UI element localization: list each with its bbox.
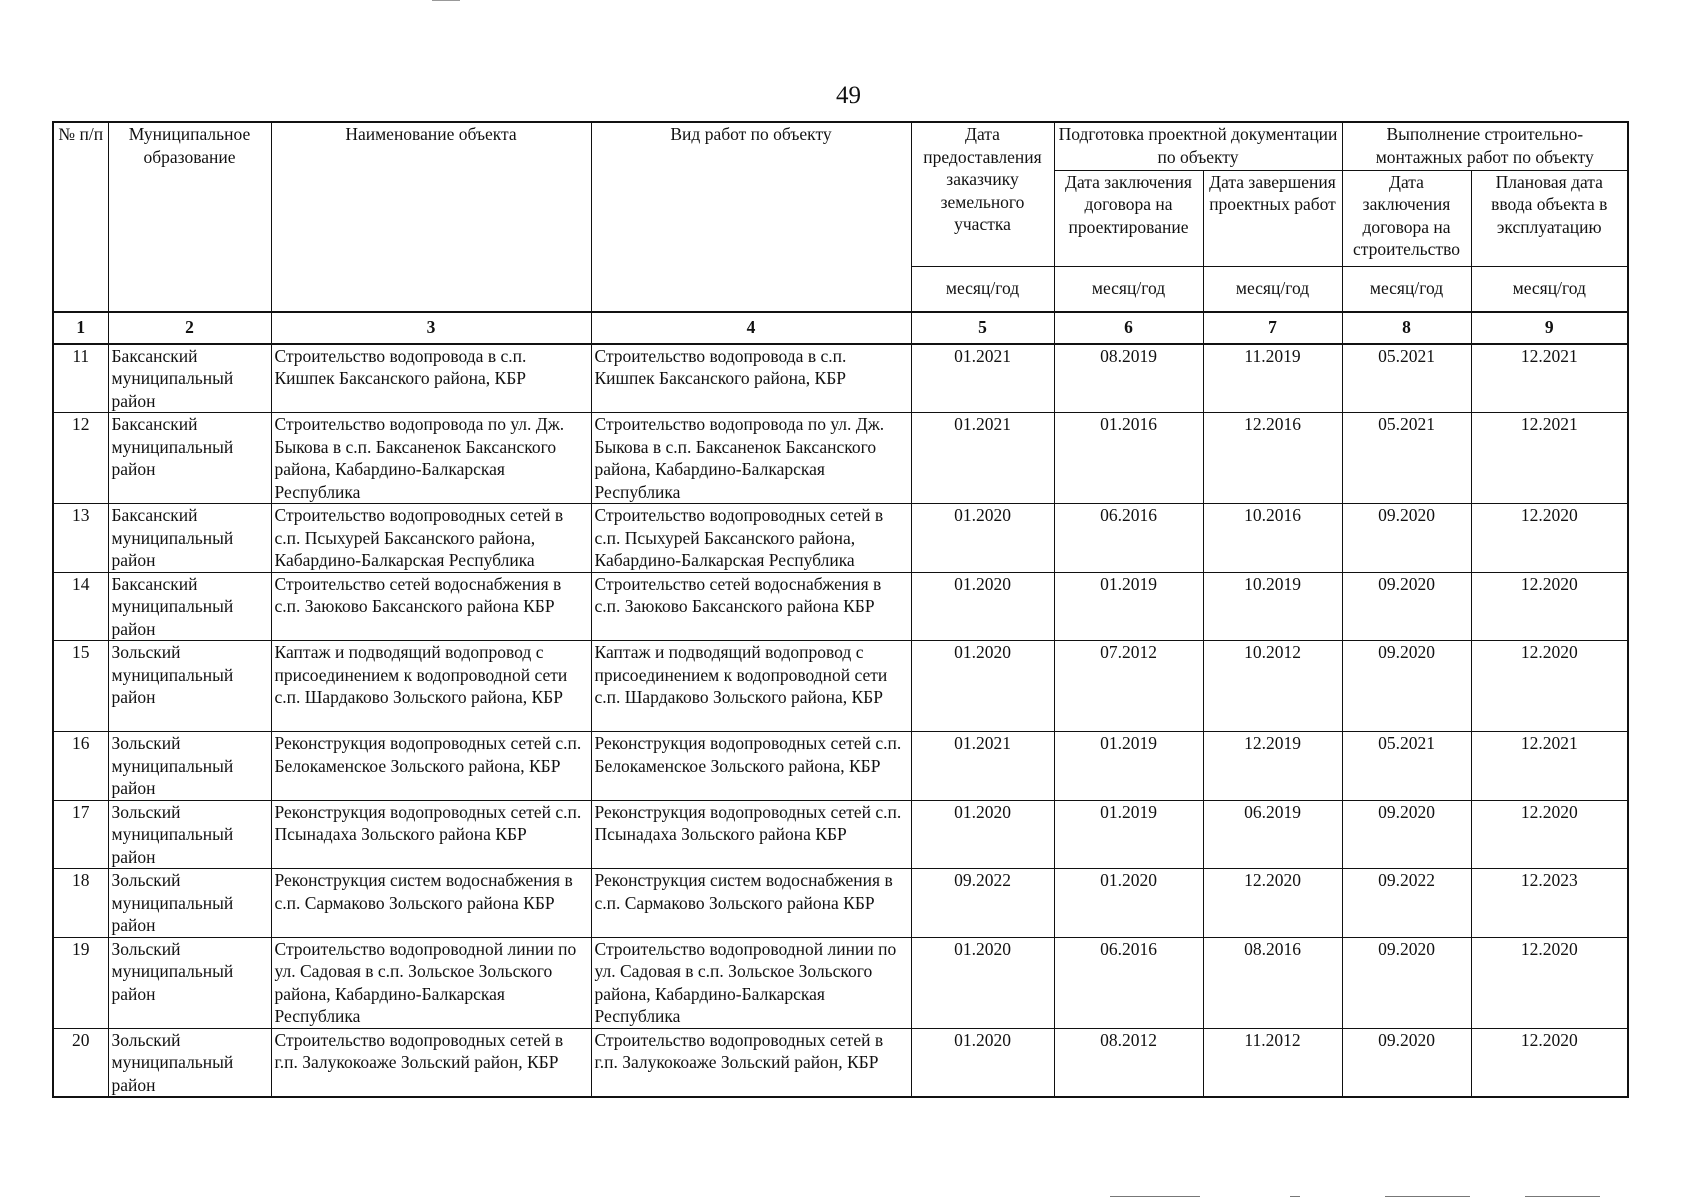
design-contract-date-cell: 01.2020: [1054, 869, 1203, 938]
construction-contract-date-cell: 05.2021: [1342, 344, 1471, 413]
row-number: 13: [53, 504, 108, 573]
design-contract-date-cell: 01.2019: [1054, 732, 1203, 801]
construction-contract-date-cell: 09.2020: [1342, 641, 1471, 732]
land-date-cell: 01.2020: [911, 937, 1054, 1028]
design-completion-date-cell: 12.2020: [1203, 869, 1342, 938]
design-contract-date-cell: 01.2019: [1054, 572, 1203, 641]
row-number: 18: [53, 869, 108, 938]
design-contract-date-cell: 06.2016: [1054, 504, 1203, 573]
object-name-cell: Строительство водопровода по ул. Дж. Быкова в с.п. Баксаненок Баксанского района, Кабардино-Балкарская Республика: [271, 413, 591, 504]
column-number: 7: [1203, 312, 1342, 344]
work-type-cell: Строительство водопроводных сетей в с.п. Псыхурей Баксанского района, Кабардино-Балкарская Республика: [591, 504, 911, 573]
design-completion-date-cell: 12.2019: [1203, 732, 1342, 801]
object-name-cell: Реконструкция водопроводных сетей с.п. Белокаменское Зольского района, КБР: [271, 732, 591, 801]
row-number: 19: [53, 937, 108, 1028]
table-row: [53, 344, 1628, 413]
object-name-cell: Строительство водопроводных сетей в с.п. Псыхурей Баксанского района, Кабардино-Балкарская Республика: [271, 504, 591, 573]
column-number: 8: [1342, 312, 1471, 344]
land-date-cell: 01.2021: [911, 732, 1054, 801]
table-row: [53, 869, 1628, 938]
commissioning-date-cell: 12.2021: [1471, 732, 1628, 801]
row-number: 12: [53, 413, 108, 504]
design-completion-date-cell: 11.2012: [1203, 1028, 1342, 1097]
table-row: [53, 1028, 1628, 1097]
object-name-cell: Реконструкция водопроводных сетей с.п. Псынадаха Зольского района КБР: [271, 800, 591, 869]
municipality-cell: Баксанский муниципальный район: [108, 344, 271, 413]
header-construction-contract: Дата заключения договора на строительство: [1342, 170, 1471, 266]
table-row: [53, 413, 1628, 504]
construction-contract-date-cell: 09.2020: [1342, 937, 1471, 1028]
column-number: 4: [591, 312, 911, 344]
design-completion-date-cell: 12.2016: [1203, 413, 1342, 504]
table-row: [53, 937, 1628, 1028]
land-date-cell: 01.2020: [911, 504, 1054, 573]
commissioning-date-cell: 12.2020: [1471, 1028, 1628, 1097]
construction-contract-date-cell: 09.2020: [1342, 572, 1471, 641]
table-row: [53, 732, 1628, 801]
scan-artifact-line: [432, 0, 460, 1]
header-design-completion: Дата завершения проектных работ: [1203, 170, 1342, 266]
header-commissioning: Плановая дата ввода объекта в эксплуатацию: [1471, 170, 1628, 266]
design-contract-date-cell: 08.2019: [1054, 344, 1203, 413]
object-name-cell: Строительство водопроводной линии по ул. Садовая в с.п. Зольское Зольского района, Кабардино-Балкарская Республика: [271, 937, 591, 1028]
construction-contract-date-cell: 09.2022: [1342, 869, 1471, 938]
construction-contract-date-cell: 09.2020: [1342, 504, 1471, 573]
municipality-cell: Зольский муниципальный район: [108, 800, 271, 869]
design-completion-date-cell: 06.2019: [1203, 800, 1342, 869]
work-type-cell: Реконструкция водопроводных сетей с.п. Белокаменское Зольского района, КБР: [591, 732, 911, 801]
header-municipality: Муниципальное образование: [108, 122, 271, 312]
design-contract-date-cell: 07.2012: [1054, 641, 1203, 732]
design-completion-date-cell: 10.2012: [1203, 641, 1342, 732]
column-number: 5: [911, 312, 1054, 344]
land-date-cell: 01.2020: [911, 641, 1054, 732]
work-type-cell: Строительство водопровода в с.п. Кишпек Баксанского района, КБР: [591, 344, 911, 413]
work-type-cell: Строительство водопроводных сетей в г.п. Залукокоаже Зольский район, КБР: [591, 1028, 911, 1097]
unit-label: месяц/год: [1471, 266, 1628, 312]
design-contract-date-cell: 01.2016: [1054, 413, 1203, 504]
table-row: [53, 504, 1628, 573]
table-row: [53, 641, 1628, 732]
design-completion-date-cell: 10.2019: [1203, 572, 1342, 641]
column-number: 3: [271, 312, 591, 344]
construction-contract-date-cell: 09.2020: [1342, 1028, 1471, 1097]
land-date-cell: 01.2021: [911, 344, 1054, 413]
table-body: [53, 344, 1628, 1098]
construction-contract-date-cell: 05.2021: [1342, 413, 1471, 504]
commissioning-date-cell: 12.2020: [1471, 641, 1628, 732]
row-number: 20: [53, 1028, 108, 1097]
design-completion-date-cell: 10.2016: [1203, 504, 1342, 573]
commissioning-date-cell: 12.2023: [1471, 869, 1628, 938]
row-number: 14: [53, 572, 108, 641]
objects-table: [52, 121, 1629, 1098]
commissioning-date-cell: 12.2020: [1471, 800, 1628, 869]
header-work-type: Вид работ по объекту: [591, 122, 911, 312]
commissioning-date-cell: 12.2020: [1471, 504, 1628, 573]
header-num: № п/п: [53, 122, 108, 312]
header-design-group: Подготовка проектной документации по объекту: [1054, 122, 1342, 170]
row-number: 11: [53, 344, 108, 413]
land-date-cell: 01.2020: [911, 1028, 1054, 1097]
land-date-cell: 09.2022: [911, 869, 1054, 938]
scan-artifact-lines: [0, 1196, 1697, 1200]
table-row: [53, 800, 1628, 869]
work-type-cell: Строительство водопроводной линии по ул. Садовая в с.п. Зольское Зольского района, Кабардино-Балкарская Республика: [591, 937, 911, 1028]
table-row: [53, 572, 1628, 641]
design-contract-date-cell: 01.2019: [1054, 800, 1203, 869]
unit-label: месяц/год: [911, 266, 1054, 312]
work-type-cell: Реконструкция систем водоснабжения в с.п. Сармаково Зольского района КБР: [591, 869, 911, 938]
work-type-cell: Реконструкция водопроводных сетей с.п. Псынадаха Зольского района КБР: [591, 800, 911, 869]
construction-contract-date-cell: 09.2020: [1342, 800, 1471, 869]
municipality-cell: Зольский муниципальный район: [108, 732, 271, 801]
design-contract-date-cell: 08.2012: [1054, 1028, 1203, 1097]
design-contract-date-cell: 06.2016: [1054, 937, 1203, 1028]
municipality-cell: Баксанский муниципальный район: [108, 504, 271, 573]
unit-label: месяц/год: [1203, 266, 1342, 312]
work-type-cell: Строительство сетей водоснабжения в с.п. Заюково Баксанского района КБР: [591, 572, 911, 641]
column-number: 6: [1054, 312, 1203, 344]
row-number: 17: [53, 800, 108, 869]
object-name-cell: Строительство водопровода в с.п. Кишпек Баксанского района, КБР: [271, 344, 591, 413]
column-number-row: [53, 312, 1628, 344]
design-completion-date-cell: 11.2019: [1203, 344, 1342, 413]
land-date-cell: 01.2020: [911, 800, 1054, 869]
work-type-cell: Строительство водопровода по ул. Дж. Быкова в с.п. Баксаненок Баксанского района, Кабардино-Балкарская Республика: [591, 413, 911, 504]
object-name-cell: Каптаж и подводящий водопровод с присоединением к водопроводной сети с.п. Шардаково Зольского района, КБР: [271, 641, 591, 732]
header-design-contract: Дата заключения договора на проектирование: [1054, 170, 1203, 266]
land-date-cell: 01.2021: [911, 413, 1054, 504]
commissioning-date-cell: 12.2021: [1471, 413, 1628, 504]
municipality-cell: Зольский муниципальный район: [108, 937, 271, 1028]
header-construction-group: Выполнение строительно-монтажных работ по объекту: [1342, 122, 1628, 170]
unit-label: месяц/год: [1054, 266, 1203, 312]
commissioning-date-cell: 12.2020: [1471, 572, 1628, 641]
page-number: 49: [836, 82, 861, 109]
commissioning-date-cell: 12.2021: [1471, 344, 1628, 413]
row-number: 16: [53, 732, 108, 801]
municipality-cell: Баксанский муниципальный район: [108, 572, 271, 641]
row-number: 15: [53, 641, 108, 732]
work-type-cell: Каптаж и подводящий водопровод с присоединением к водопроводной сети с.п. Шардаково Зольского района, КБР: [591, 641, 911, 732]
column-number: 9: [1471, 312, 1628, 344]
land-date-cell: 01.2020: [911, 572, 1054, 641]
design-completion-date-cell: 08.2016: [1203, 937, 1342, 1028]
municipality-cell: Зольский муниципальный район: [108, 641, 271, 732]
header-object-name: Наименование объекта: [271, 122, 591, 312]
header-land-date: Дата предоставления заказчику земельного участка: [911, 122, 1054, 266]
column-number: 1: [53, 312, 108, 344]
object-name-cell: Реконструкция систем водоснабжения в с.п. Сармаково Зольского района КБР: [271, 869, 591, 938]
municipality-cell: Зольский муниципальный район: [108, 1028, 271, 1097]
object-name-cell: Строительство водопроводных сетей в г.п. Залукокоаже Зольский район, КБР: [271, 1028, 591, 1097]
commissioning-date-cell: 12.2020: [1471, 937, 1628, 1028]
unit-label: месяц/год: [1342, 266, 1471, 312]
municipality-cell: Зольский муниципальный район: [108, 869, 271, 938]
column-number: 2: [108, 312, 271, 344]
construction-contract-date-cell: 05.2021: [1342, 732, 1471, 801]
object-name-cell: Строительство сетей водоснабжения в с.п. Заюково Баксанского района КБР: [271, 572, 591, 641]
municipality-cell: Баксанский муниципальный район: [108, 413, 271, 504]
